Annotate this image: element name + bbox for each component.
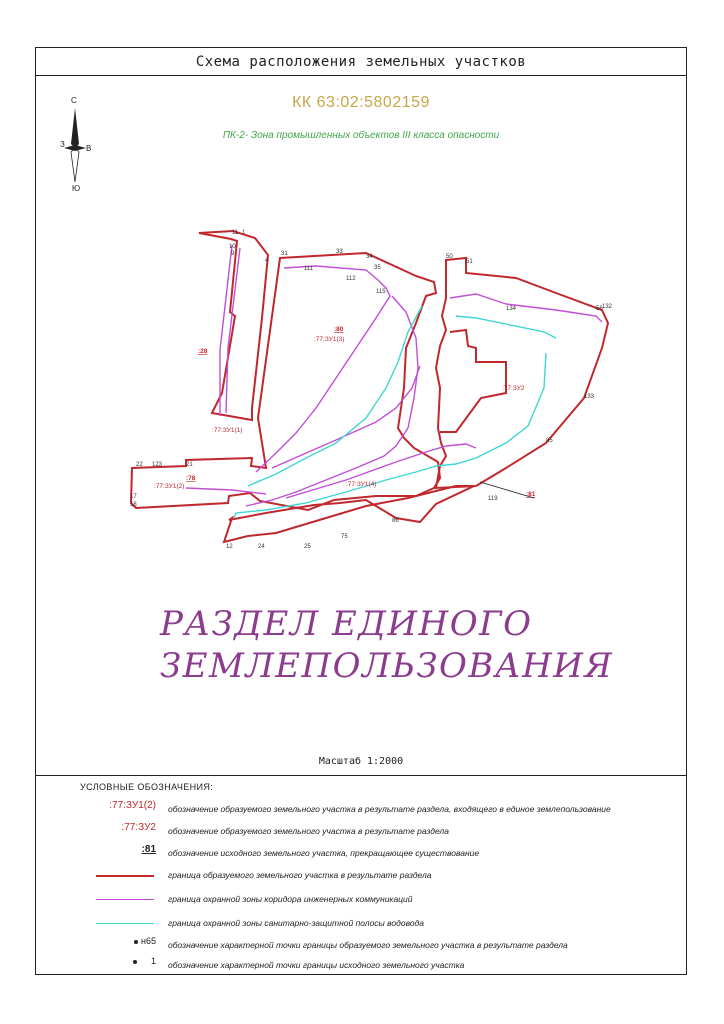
point-label: 31 bbox=[281, 251, 288, 257]
legend-row bbox=[36, 866, 686, 886]
parcel-78-label: :78 bbox=[186, 475, 196, 482]
parcel-28-label: :28 bbox=[198, 348, 208, 355]
point-label: 112 bbox=[346, 276, 356, 282]
water-zone-lines bbox=[234, 306, 556, 518]
parcel-81-label: :81 bbox=[526, 491, 536, 498]
point-label: 1 bbox=[242, 230, 246, 236]
point-label: 75 bbox=[341, 534, 348, 540]
main-title-line-2: ЗЕМЛЕПОЛЬЗОВАНИЯ bbox=[160, 646, 614, 686]
point-label: 132 bbox=[602, 304, 613, 310]
point-label: 86 bbox=[392, 518, 399, 524]
legend-text: обозначение образуемого земельного участка в результате раздела, входящего в единое землепользование bbox=[168, 804, 611, 814]
legend-text: граница охранной зоны санитарно-защитной полосы водовода bbox=[168, 918, 424, 928]
point-label: 25 bbox=[304, 544, 311, 550]
point-label: 50 bbox=[446, 254, 453, 260]
zu1-3-label: :77:ЗУ1(3) bbox=[314, 336, 345, 343]
point-label: 10 bbox=[229, 244, 236, 250]
point-label: 134 bbox=[506, 306, 517, 312]
point-label: 115 bbox=[376, 289, 386, 295]
point-label: 18 bbox=[130, 502, 137, 508]
compass-west-label: З bbox=[60, 140, 65, 149]
corridor-line-icon bbox=[96, 899, 154, 900]
zone-note: ПК-2- Зона промышленных объектов III класса опасности bbox=[222, 130, 500, 141]
parcel-78-boundary bbox=[224, 486, 474, 542]
legend-title: УСЛОВНЫЕ ОБОЗНАЧЕНИЯ: bbox=[80, 782, 214, 792]
point-label: 119 bbox=[488, 496, 498, 502]
legend-text: граница образуемого земельного участка в результате раздела bbox=[168, 870, 432, 880]
point-label: 123 bbox=[152, 462, 163, 468]
parcel-map bbox=[36, 48, 686, 608]
drawing-sheet bbox=[35, 47, 687, 975]
point-label: 51 bbox=[466, 259, 473, 265]
point-label: 85 bbox=[546, 438, 553, 444]
point-dot-icon bbox=[133, 960, 137, 964]
legend-symbol: :81 bbox=[141, 844, 156, 855]
zu2-label: :77:ЗУ2 bbox=[502, 385, 525, 392]
legend-symbol-wrap bbox=[94, 956, 156, 966]
legend-symbol-wrap bbox=[94, 936, 156, 946]
compass-north-label: С bbox=[71, 96, 77, 105]
boundary-line-icon bbox=[96, 875, 154, 877]
point-label: 4 bbox=[265, 258, 269, 264]
point-label: 34 bbox=[366, 254, 373, 260]
compass-south-label: Ю bbox=[72, 184, 81, 193]
point-label: 17 bbox=[130, 494, 137, 500]
point-label: 12 bbox=[226, 544, 233, 550]
legend-row bbox=[36, 890, 686, 910]
compass-east-label: В bbox=[86, 144, 92, 153]
legend-symbol: 1 bbox=[150, 956, 156, 966]
zu1-4-label: :77:ЗУ1(4) bbox=[346, 481, 377, 488]
point-label: 11 bbox=[232, 230, 239, 236]
main-title bbox=[160, 603, 613, 687]
water-zone-line-icon bbox=[96, 923, 154, 924]
legend-text: обозначение характерной точки границы образуемого земельного участка в результате раздела bbox=[168, 940, 568, 950]
legend-divider bbox=[36, 775, 686, 776]
legend-row bbox=[36, 844, 686, 864]
cadastral-code: КК 63:02:5802159 bbox=[292, 94, 430, 111]
corridor-zone-lines bbox=[186, 245, 602, 506]
legend-row bbox=[36, 914, 686, 934]
zu1-1-label: :77:ЗУ1(1) bbox=[212, 427, 243, 434]
point-dot-icon bbox=[134, 940, 138, 944]
point-label: 133 bbox=[584, 394, 595, 400]
point-label: 56 bbox=[596, 306, 603, 312]
point-label: 111 bbox=[304, 266, 314, 272]
legend-row bbox=[36, 936, 686, 956]
legend-row bbox=[36, 800, 686, 820]
legend-symbol: :77:ЗУ2 bbox=[121, 822, 156, 833]
parcel-81-boundary bbox=[436, 258, 608, 488]
legend-text: обозначение характерной точки границы исходного земельного участка bbox=[168, 960, 465, 970]
parcel-inner-boundary bbox=[440, 330, 506, 432]
zu1-2-label: :77:ЗУ1(2) bbox=[154, 483, 185, 490]
point-label: 35 bbox=[374, 265, 381, 271]
point-label: 22 bbox=[136, 462, 143, 468]
point-label-group bbox=[130, 230, 613, 550]
legend-row bbox=[36, 956, 686, 976]
legend-text: обозначение образуемого земельного участка в результате раздела bbox=[168, 826, 449, 836]
parcel-28-boundary bbox=[199, 231, 268, 420]
legend-text: граница охранной зоны коридора инженерных коммуникаций bbox=[168, 894, 413, 904]
parcel-80-boundary bbox=[131, 253, 440, 510]
parcel-boundaries bbox=[131, 231, 608, 542]
point-label: 21 bbox=[186, 462, 193, 468]
point-label: 9 bbox=[231, 251, 235, 257]
legend-text: обозначение исходного земельного участка, прекращающее существование bbox=[168, 848, 480, 858]
legend-symbol: н65 bbox=[141, 936, 156, 946]
legend-symbol: :77:ЗУ1(2) bbox=[109, 800, 156, 811]
point-label: 24 bbox=[258, 544, 265, 550]
point-label: 33 bbox=[336, 249, 343, 255]
sheet-title: Схема расположения земельных участков bbox=[36, 48, 686, 76]
parcel-80-label: :80 bbox=[334, 326, 344, 333]
scale-label: Масштаб 1:2000 bbox=[318, 756, 404, 767]
legend-row bbox=[36, 822, 686, 842]
main-title-line-1: РАЗДЕЛ ЕДИНОГО bbox=[160, 604, 533, 644]
